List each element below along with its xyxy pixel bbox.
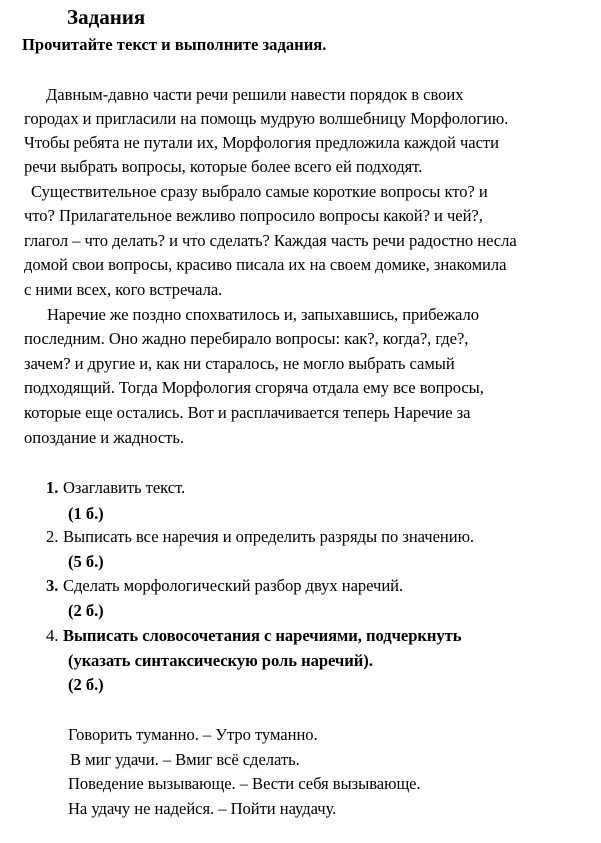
text-line: подходящий. Тогда Морфология сгоряча отдала ему все вопросы,: [24, 378, 484, 397]
task-points: (5 б.): [68, 552, 104, 571]
task-number: 1.: [46, 478, 59, 497]
task-text: Выписать все наречия и определить разряды по значению.: [63, 527, 475, 546]
task-number: 4.: [46, 626, 59, 645]
task-text-continued: (указать синтаксическую роль наречий).: [68, 651, 373, 670]
page-title: Задания: [67, 5, 146, 29]
task-item: [46, 576, 403, 596]
instruction-heading: Прочитайте текст и выполните задания.: [22, 35, 327, 54]
task-text: Сделать морфологический разбор двух наречий.: [63, 576, 404, 595]
task-number: 2.: [46, 527, 59, 546]
text-line: Давным-давно части речи решили навести порядок в своих: [46, 85, 464, 104]
task-item: [46, 527, 474, 547]
task-item: [46, 478, 185, 498]
text-line: речи выбрать вопросы, которые более всего ей подходят.: [24, 157, 423, 176]
text-line: домой свои вопросы, красиво писала их на своем домике, знакомила: [24, 255, 507, 274]
text-line: зачем? и другие и, как ни старалось, не могло выбрать самый: [24, 354, 455, 373]
example-line: Поведение вызывающе. – Вести себя вызывающе.: [68, 774, 421, 793]
task-text: Выписать словосочетания с наречиями, подчеркнуть: [63, 626, 462, 645]
task-text: Озаглавить текст.: [63, 478, 186, 497]
text-line: городах и пригласили на помощь мудрую волшебницу Морфологию.: [24, 109, 509, 128]
task-item: [46, 626, 462, 646]
text-line: с ними всех, кого встречала.: [24, 280, 223, 299]
text-line: Существительное сразу выбрало самые короткие вопросы кто? и: [31, 182, 488, 201]
text-line: Наречие же поздно спохватилось и, запыхавшись, прибежало: [47, 305, 479, 324]
text-line: Чтобы ребята не путали их, Морфология предложила каждой части: [24, 133, 499, 152]
task-points: (2 б.): [68, 675, 104, 694]
example-line: Говорить туманно. – Утро туманно.: [68, 725, 318, 744]
example-line: На удачу не надейся. – Пойти наудачу.: [68, 799, 337, 818]
text-line: опоздание и жадность.: [24, 428, 184, 447]
task-points: (1 б.): [68, 504, 104, 523]
task-points: (2 б.): [68, 601, 104, 620]
example-line: В миг удачи. – Вмиг всё сделать.: [70, 750, 300, 769]
text-line: последним. Оно жадно перебирало вопросы: как?, когда?, где?,: [24, 329, 469, 348]
text-line: которые еще остались. Вот и расплачивается теперь Наречие за: [24, 403, 471, 422]
text-line: глагол – что делать? и что сделать? Каждая часть речи радостно несла: [24, 231, 517, 250]
task-number: 3.: [46, 576, 59, 595]
text-line: что? Прилагательное вежливо попросило вопросы какой? и чей?,: [24, 206, 483, 225]
